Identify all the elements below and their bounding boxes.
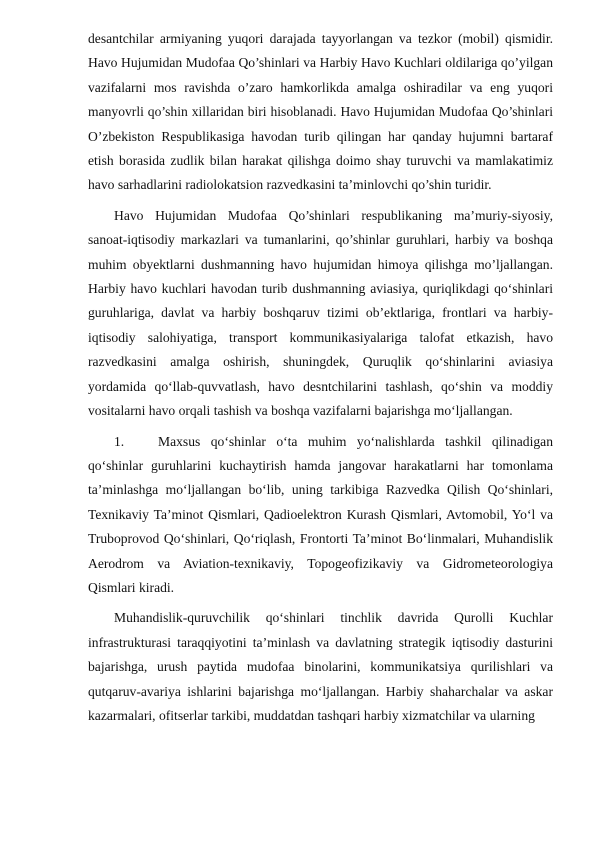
paragraph-special-troops	[88, 430, 553, 601]
list-number: 1.	[114, 433, 125, 449]
paragraph-engineering-troops: Muhandislik-quruvchilik qoʻshinlari tinchlik davrida Qurolli Kuchlar infrastrukturasi taraqqiyotini taʼminlash va davlatning strategik iqtisodiy dasturini bajarishga, urush paytida mudofaa binolarini, kommunikatsiya qurilishlari va qutqaruv-avariya ishlarini bajarishga moʻljallangan. Harbiy shaharchalar va askar kazarmalari, ofitserlar tarkibi, muddatdan tashqari harbiy xizmatchilar va ularning	[88, 610, 553, 723]
paragraph-air-defense: Havo Hujumidan Mudofaa Qo’shinlari respublikaning ma’muriy-siyosiy, sanoat-iqtisodiy markazlari va tumanlarini, qo’shinlar guruhlari, harbiy va boshqa muhim obyektlarni dushmanning havo hujumidan himoya qilishga mo’ljallangan. Harbiy havo kuchlari havodan turib dushmanning aviasiya, quriqlikdagi qoʻshinlari guruhlariga, davlat va harbiy boshqaruv tizimi obʼektlariga, frontlari va harbiy-iqtisodiy salohiyatiga, transport kommunikasiyalariga talofat etkazish, havo razvedkasini amalga oshirish, shuningdek, Quruqlik qoʻshinlarini aviasiya yordamida qoʻllab-quvvatlash, havo desntchilarini tashlash, qoʻshin va moddiy vositalarni havo orqali tashish va boshqa vazifalarni bajarishga moʻljallangan.	[88, 207, 553, 419]
document-page	[88, 27, 553, 728]
list-item-text: Maxsus qoʻshinlar oʻta muhim yoʻnalishlarda tashkil qilinadigan qoʻshinlar guruhlarini kuchaytirish hamda jangovar harakatlarni har tomonlama taʼminlashga moʻljallangan boʻlib, uning tarkibiga Razvedka Qilish Qoʻshinlari, Texnikaviy Taʼminot Qismlari, Qadioelektron Kurash Qismlari, Avtomobil, Yoʻl va Truboprovod Qoʻshinlari, Qoʻriqlash, Frontorti Taʼminot Boʻlinmalari, Muhandislik Aerodrom va Aviation-texnikaviy, Topogeofizikaviy va Gidrometeorologiya Qismlari kiradi.	[88, 433, 553, 595]
paragraph-continuation: desantchilar armiyaning yuqori darajada tayyorlangan va tezkor (mobil) qismidir. Havo Hujumidan Mudofaa Qo’shinlari va Harbiy Havo Kuchlari oldilariga qo’yilgan vazifalarni mos ravishda o’zaro hamkorlikda amalga oshiradilar va eng yuqori manyovrli qo’shin xillaridan biri hisoblanadi. Havo Hujumidan Mudofaa Qo’shinlari O’zbekiston Respublikasiga havodan turib qilingan har qanday hujumni bartaraf etish borasida zudlik bilan harakat qilishga doimo shay turuvchi va mamlakatimiz havo sarhadlarini radiolokatsion razvedkasini ta’minlovchi qo’shin turidir.	[88, 31, 553, 193]
